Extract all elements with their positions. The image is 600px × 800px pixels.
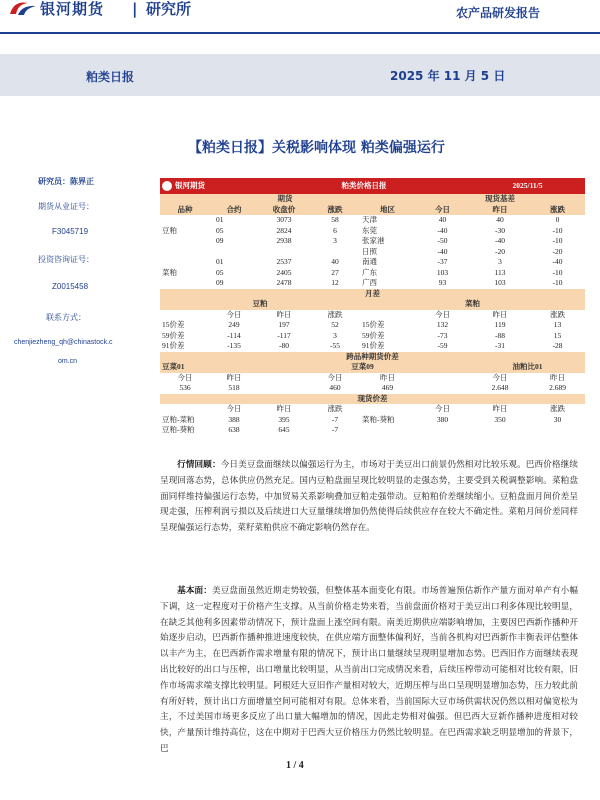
product-label: 菜粕 bbox=[162, 267, 177, 277]
cross-value: 2.648 bbox=[491, 383, 509, 392]
department-name: 研究所 bbox=[146, 0, 192, 18]
table-cell bbox=[470, 425, 530, 436]
spot-header: 今日 bbox=[435, 404, 450, 413]
table-cell: 2537 bbox=[276, 257, 292, 266]
product-label: 豆粕 bbox=[162, 225, 177, 235]
table-cell: 93 bbox=[438, 278, 447, 287]
table-title: 粕类价格日报 bbox=[258, 178, 470, 194]
table-cell: 3 bbox=[333, 236, 337, 245]
table-cell: 91价差 bbox=[162, 341, 185, 350]
spot-header: 涨跌 bbox=[550, 404, 565, 413]
table-row bbox=[160, 425, 585, 436]
table-cell: 350 bbox=[494, 414, 506, 424]
table-cell: 40 bbox=[331, 257, 339, 266]
table-cell: -10 bbox=[552, 267, 563, 277]
product-label bbox=[160, 278, 210, 289]
table-row bbox=[160, 236, 585, 247]
cross-title: 跨品种期货价差 bbox=[160, 352, 585, 363]
header-divider bbox=[0, 32, 600, 34]
table-cell: 2405 bbox=[276, 267, 292, 277]
table-cell: -10 bbox=[552, 225, 563, 235]
table-cell: 菜粕-葵粕 bbox=[362, 414, 395, 424]
table-cell: 119 bbox=[494, 320, 506, 329]
table-cell: 南通 bbox=[362, 257, 377, 266]
product-label bbox=[160, 236, 210, 247]
cross-header: 今日 bbox=[492, 372, 508, 382]
cross-value: 536 bbox=[179, 383, 191, 392]
table-cell: 豆粕-菜粕 bbox=[162, 414, 195, 424]
table-cell: 645 bbox=[278, 425, 290, 434]
table-cell: -37 bbox=[437, 257, 448, 266]
table-cell: 广东 bbox=[362, 267, 377, 277]
cross-header: 昨日 bbox=[380, 372, 395, 382]
table-row bbox=[160, 257, 585, 268]
group-spot: 现货基差 bbox=[415, 194, 585, 205]
report-date: 2025 年 11 月 5 日 bbox=[390, 69, 506, 83]
table-cell: 113 bbox=[494, 267, 506, 277]
table-row bbox=[160, 320, 585, 331]
report-type: 农产品研发报告 bbox=[456, 6, 541, 20]
page-title: 【粕类日报】关税影响体现 粕类偏强运行 bbox=[188, 140, 445, 156]
cross-b-label: 豆菜09 bbox=[310, 362, 415, 373]
table-cell: 132 bbox=[436, 320, 449, 329]
col-header: 合约 bbox=[210, 205, 258, 216]
table-cell bbox=[530, 425, 585, 436]
table-cell: -88 bbox=[495, 330, 505, 340]
spread-rape-label: 菜粕 bbox=[360, 299, 585, 310]
table-cell bbox=[210, 247, 258, 258]
analyst-name: 研究员：陈界正 bbox=[38, 177, 94, 186]
table-cell: -59 bbox=[437, 341, 448, 350]
table-cell bbox=[258, 247, 310, 258]
contact-label: 联系方式： bbox=[46, 313, 86, 322]
spot-header: 昨日 bbox=[276, 404, 292, 413]
galaxy-logo-icon bbox=[162, 181, 172, 191]
table-cell bbox=[415, 425, 470, 436]
table-cell: 40 bbox=[438, 215, 447, 224]
cross-c-label: 油粕比01 bbox=[470, 362, 585, 373]
cross-header: 昨日 bbox=[226, 372, 242, 382]
cross-value: 460 bbox=[329, 383, 341, 392]
galaxy-logo-icon bbox=[8, 0, 38, 16]
table-cell: 27 bbox=[331, 267, 339, 277]
table-cell: 广西 bbox=[362, 278, 377, 287]
table-cell: 91价差 bbox=[362, 341, 385, 350]
table-cell: 15价差 bbox=[362, 320, 385, 329]
cross-header: 昨日 bbox=[550, 372, 565, 382]
spread-title: 月差 bbox=[160, 289, 585, 300]
table-cell: 6 bbox=[333, 225, 337, 235]
table-row bbox=[160, 278, 585, 289]
product-label bbox=[160, 257, 210, 268]
consult-number: Z0015458 bbox=[52, 282, 89, 291]
table-cell: 2824 bbox=[276, 225, 292, 235]
table-cell: 12 bbox=[331, 278, 339, 287]
spot-header: 涨跌 bbox=[327, 404, 343, 413]
table-brand: 银河期货 bbox=[160, 178, 258, 194]
brand-name: 银河期货 bbox=[40, 0, 105, 18]
table-cell: 3 bbox=[498, 257, 502, 266]
table-cell: 638 bbox=[228, 425, 240, 434]
table-cell: 3 bbox=[333, 330, 337, 340]
spread-meal-label: 豆粕 bbox=[160, 299, 360, 310]
table-cell: 01 bbox=[216, 215, 224, 224]
table-row bbox=[160, 247, 585, 258]
col-header: 涨跌 bbox=[530, 205, 585, 216]
table-cell: 30 bbox=[553, 414, 562, 424]
table-cell: 2478 bbox=[276, 278, 292, 287]
table-cell: 13 bbox=[553, 320, 562, 329]
market-review-paragraph bbox=[160, 458, 578, 537]
table-cell: 380 bbox=[436, 414, 449, 424]
table-cell: -80 bbox=[279, 341, 289, 350]
email-line1[interactable]: chenjiezheng_qh@chinastock.c bbox=[14, 339, 113, 346]
cross-a-label: 豆菜01 bbox=[160, 362, 310, 373]
market-review-text: 今日美豆盘面继续以偏强运行为主，市场对于美豆出口前景仍然相对比较乐观。巴西价格继续呈现回落态势，总体供应仍然充足。国内豆粕盘面呈现比较明显的走强态势，主要受到关税调整影响。菜粕盘面同样维持偏强运行态势，中加贸易关系影响叠加豆粕走强带动。豆粕粕价差继续缩小。豆粕盘面月间价差呈现走强，压榨利润亏损以及后续进口大豆量继续增加仍然使得后续供应存在较大不确定性。菜粕月间价差同样呈现偏强运行态势，菜籽菜粕供应不确定影响仍然存在。 bbox=[160, 460, 578, 534]
spread-header: 涨跌 bbox=[550, 309, 565, 319]
table-cell: 0 bbox=[555, 215, 560, 224]
table-cell: 388 bbox=[228, 414, 240, 424]
table-row bbox=[160, 415, 585, 426]
table-cell: 103 bbox=[494, 278, 506, 287]
email-line2[interactable]: om.cn bbox=[58, 358, 78, 365]
brand-separator: | bbox=[132, 0, 138, 18]
price-table bbox=[160, 178, 585, 436]
table-cell: -40 bbox=[437, 225, 448, 235]
table-cell: -117 bbox=[277, 330, 291, 340]
table-cell: 3073 bbox=[276, 215, 292, 224]
table-cell: 05 bbox=[216, 225, 224, 235]
spot-header: 今日 bbox=[226, 404, 242, 413]
page-number: 1 / 4 bbox=[286, 760, 304, 771]
table-cell bbox=[360, 425, 415, 436]
col-header: 收盘价 bbox=[258, 205, 310, 216]
table-cell: -10 bbox=[552, 236, 563, 245]
table-cell: 豆粕-葵粕 bbox=[162, 425, 195, 434]
table-cell: 59价差 bbox=[362, 330, 385, 340]
table-cell: -30 bbox=[495, 225, 505, 235]
spread-header: 涨跌 bbox=[327, 309, 343, 319]
cross-header: 今日 bbox=[177, 372, 193, 382]
spread-header: 今日 bbox=[435, 309, 450, 319]
table-cell: -135 bbox=[227, 341, 241, 350]
cross-value: 2.689 bbox=[549, 383, 566, 392]
spot-title: 现货价差 bbox=[160, 394, 585, 405]
table-cell: 40 bbox=[496, 215, 504, 224]
table-row bbox=[160, 383, 585, 394]
table-cell: 15 bbox=[553, 330, 562, 340]
band-title: 粕类日报 bbox=[86, 70, 135, 84]
cross-value: 518 bbox=[228, 383, 240, 392]
table-cell: -50 bbox=[437, 236, 448, 245]
table-row bbox=[160, 268, 585, 279]
table-row bbox=[160, 226, 585, 237]
spread-header: 昨日 bbox=[492, 309, 508, 319]
col-header: 昨日 bbox=[470, 205, 530, 216]
table-cell: 2938 bbox=[276, 236, 292, 245]
table-cell: -28 bbox=[552, 341, 563, 350]
spot-header: 昨日 bbox=[492, 404, 508, 413]
table-cell: -40 bbox=[552, 257, 563, 266]
table-cell: -20 bbox=[495, 246, 505, 256]
table-cell: 09 bbox=[216, 278, 224, 287]
table-cell: -31 bbox=[495, 341, 505, 350]
table-row bbox=[160, 341, 585, 352]
table-cell: 249 bbox=[228, 320, 240, 329]
table-cell: 张家港 bbox=[362, 236, 385, 245]
table-cell: -7 bbox=[331, 414, 339, 424]
col-header: 今日 bbox=[415, 205, 470, 216]
table-cell bbox=[310, 247, 360, 258]
table-cell: -10 bbox=[552, 278, 563, 287]
table-cell: 日照 bbox=[362, 246, 377, 256]
col-header: 涨跌 bbox=[310, 205, 360, 216]
cross-value: 469 bbox=[381, 383, 394, 392]
table-cell: 15价差 bbox=[162, 320, 185, 329]
table-cell: 52 bbox=[331, 320, 339, 329]
license-number: F3045719 bbox=[52, 227, 89, 236]
spread-header: 今日 bbox=[226, 309, 242, 319]
col-header: 品种 bbox=[160, 205, 210, 216]
fundamentals-heading: 基本面： bbox=[177, 586, 212, 596]
table-row bbox=[160, 215, 585, 226]
col-header: 地区 bbox=[360, 205, 415, 216]
table-cell: -114 bbox=[227, 330, 241, 340]
table-cell: -55 bbox=[330, 341, 340, 350]
table-cell: 58 bbox=[331, 215, 339, 224]
table-cell: 103 bbox=[436, 267, 449, 277]
table-cell: -20 bbox=[552, 246, 563, 256]
table-date: 2025/11/5 bbox=[470, 178, 585, 194]
group-futures: 期货 bbox=[210, 194, 360, 205]
table-row bbox=[160, 331, 585, 342]
table-cell: -40 bbox=[437, 246, 448, 256]
license-label: 期货从业证号： bbox=[38, 202, 94, 211]
table-cell: 197 bbox=[278, 320, 290, 329]
table-cell: 09 bbox=[216, 236, 224, 245]
table-cell: -7 bbox=[331, 425, 339, 434]
product-label bbox=[160, 247, 210, 258]
fundamentals-text: 美豆盘面虽然近期走势较强，但整体基本面变化有限。市场普遍预估新作产量方面对单产有小幅下调，这一定程度对于价格产生支撑。从当前价格走势来看，当前盘面价格对于美豆出口利多体现比较明显，在缺乏其他利多因素带动情况下，预计盘面上涨空间有限。南美近期供应端影响增加，主要因巴西新作播种开始逐步启动，巴西新作播种推进速度较快，在供应端方面整体偏利好，当前各机构对巴西新作丰衡表评估整体以丰产为主，在巴西新作需求增量有限的情况下，预计出口量继续呈现明显增加态势。巴西旧作方面继续表现出比较好的出口与压榨，出口增量比较明显，从当前出口完成情况来看，后续压榨带动可能相对比较有限，旧作市场需求端支撑比较明显。阿根廷大豆旧作产量相对较大，近期压榨与出口呈现明显增加态势，压力较此前有所好转，预计出口方面增量空间可能相对有限。总体来看，当前国际大豆市场供需状况仍然以相对偏宽松为主，不过美国市场更多反应了出口量大幅增加的情况，因此走势相对偏强。但巴西大豆新作播种进度相对较快，产量预计维持高位，这在中期对于巴西大豆价格压力仍然比较明显。在巴西需求缺乏明显增加的背景下，巴 bbox=[160, 586, 578, 754]
product-label bbox=[160, 215, 210, 226]
consult-label: 投资咨询证号： bbox=[38, 255, 94, 264]
table-cell: -40 bbox=[495, 236, 505, 245]
table-cell: 59价差 bbox=[162, 330, 185, 340]
table-cell: 395 bbox=[278, 414, 290, 424]
table-cell: 东莞 bbox=[362, 225, 377, 235]
table-cell: -73 bbox=[437, 330, 448, 340]
table-cell: 01 bbox=[216, 257, 224, 266]
market-review-heading: 行情回顾： bbox=[177, 460, 221, 470]
cross-header: 今日 bbox=[327, 372, 343, 382]
table-cell: 05 bbox=[216, 267, 224, 277]
fundamentals-paragraph bbox=[160, 584, 578, 754]
table-cell: 天津 bbox=[362, 215, 377, 224]
spread-header: 昨日 bbox=[276, 309, 292, 319]
